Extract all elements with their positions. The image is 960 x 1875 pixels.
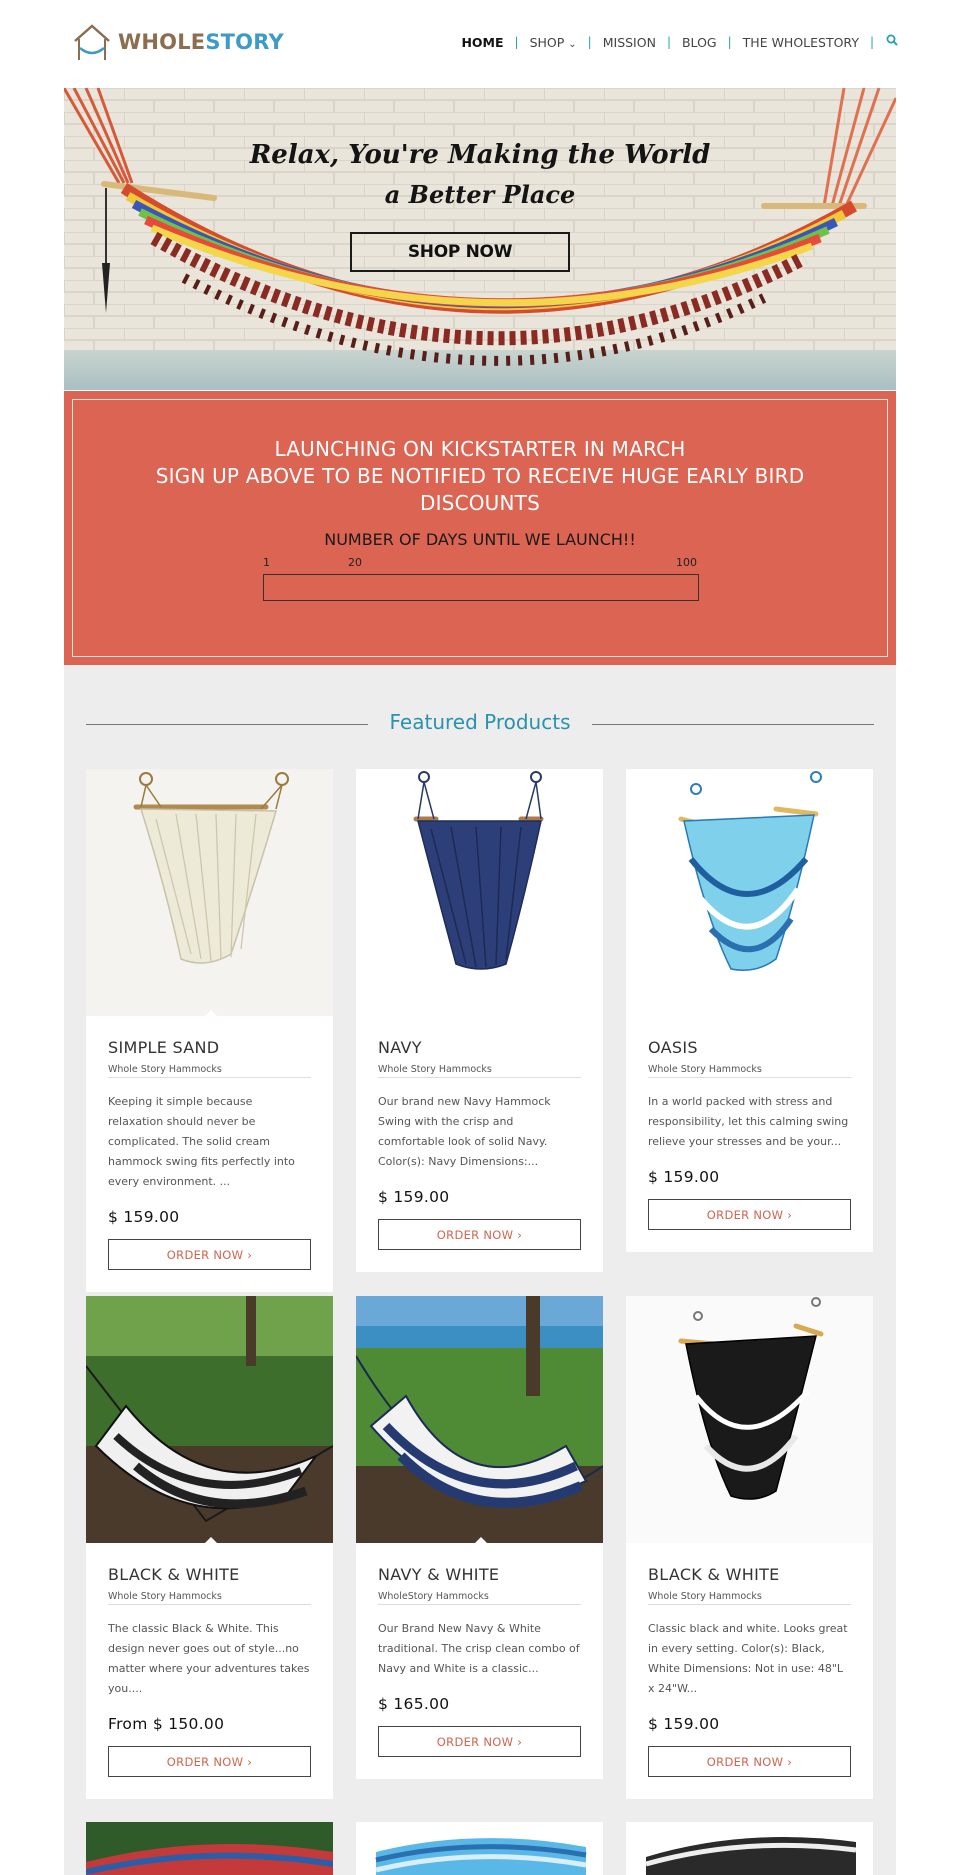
product-card[interactable] [626,1296,873,1799]
nav-mission[interactable]: MISSION [602,34,656,50]
product-image[interactable] [86,769,333,1016]
hero-tagline-line1: Relax, You're Making the World [249,140,711,170]
product-image[interactable] [626,769,873,1016]
product-image[interactable] [626,1296,873,1543]
featured-products-section [64,665,896,1875]
card-notch [474,1537,488,1543]
product-card[interactable] [356,769,603,1272]
chevron-down-icon: ⌄ [568,38,577,50]
hero-banner [64,88,896,390]
product-description: In a world packed with stress and responsibility, let this calming swing relieve your stresses and be your... [648,1095,849,1148]
countdown-label: NUMBER OF DAYS UNTIL WE LAUNCH!! [324,530,636,549]
order-now-button[interactable]: ORDER NOW › [378,1726,581,1757]
product-card[interactable] [86,1296,333,1799]
order-now-button[interactable]: ORDER NOW › [648,1746,851,1777]
nav-separator: | [587,35,592,49]
brand-logo[interactable] [72,22,284,62]
product-image[interactable] [626,1822,873,1875]
banner-line1: LAUNCHING ON KICKSTARTER IN MARCH [274,437,686,461]
nav-separator: | [514,35,519,49]
product-vendor: Whole Story Hammocks [378,1064,581,1078]
house-icon [72,22,112,62]
card-notch [204,1537,218,1543]
product-card[interactable] [356,1296,603,1779]
countdown-progress-bar [263,574,699,601]
product-vendor: Whole Story Hammocks [648,1591,851,1605]
product-card[interactable] [626,1822,873,1875]
product-description: Our brand new Navy Hammock Swing with the crisp and comfortable look of solid Navy. Color(s): Navy Dimensions:... [378,1095,551,1168]
nav-separator: | [869,35,874,49]
nav-blog[interactable]: BLOG [681,34,717,50]
hero-tagline-line2: a Better Place [384,180,576,209]
product-price: $ 159.00 [648,1168,720,1186]
nav-the-wholestory[interactable]: THE WHOLESTORY [742,34,859,50]
product-description: The classic Black & White. This design never goes out of style...no matter where your adventures takes you.... [108,1622,310,1695]
product-price: $ 159.00 [648,1715,720,1733]
brand-name: WHOLESTORY [118,30,284,54]
scale-min-label: 1 [263,556,270,569]
order-now-button[interactable]: ORDER NOW › [108,1239,311,1270]
product-card[interactable] [86,1822,333,1875]
product-title[interactable]: OASIS [648,1038,698,1057]
product-image[interactable] [356,769,603,1016]
shop-now-button[interactable]: SHOP NOW [350,232,570,272]
kickstarter-banner [64,391,896,665]
product-price: From $ 150.00 [108,1715,225,1733]
product-image[interactable] [86,1296,333,1543]
search-icon[interactable] [874,34,898,50]
product-description: Our Brand New Navy & White traditional. The crisp clean combo of Navy and White is a classic... [378,1622,580,1675]
order-now-button[interactable]: ORDER NOW › [378,1219,581,1250]
section-title: Featured Products [64,710,896,734]
product-vendor: Whole Story Hammocks [108,1064,311,1078]
product-title[interactable]: BLACK & WHITE [108,1565,240,1584]
main-nav [450,34,898,50]
product-title[interactable]: NAVY [378,1038,422,1057]
nav-separator: | [727,35,732,49]
product-vendor: WholeStory Hammocks [378,1591,581,1605]
nav-home[interactable]: HOME [461,34,504,50]
product-card[interactable] [86,769,333,1292]
scale-mid-label: 20 [348,556,362,569]
product-price: $ 159.00 [108,1208,180,1226]
nav-separator: | [666,35,671,49]
product-title[interactable]: NAVY & WHITE [378,1565,500,1584]
nav-shop[interactable]: SHOP ⌄ [529,34,577,50]
banner-line2: SIGN UP ABOVE TO BE NOTIFIED TO RECEIVE HUGE EARLY BIRD [155,464,805,488]
product-description: Keeping it simple because relaxation should never be complicated. The solid cream hammock swing fits perfectly into every environment. ... [108,1095,295,1188]
product-image[interactable] [356,1296,603,1543]
product-image[interactable] [356,1822,603,1875]
product-title[interactable]: SIMPLE SAND [108,1038,220,1057]
product-card[interactable] [626,769,873,1252]
product-title[interactable]: BLACK & WHITE [648,1565,780,1584]
site-header [0,0,960,88]
product-image[interactable] [86,1822,333,1875]
product-description: Classic black and white. Looks great in every setting. Color(s): Black, White Dimensions: Not in use: 48"L x 24"W... [648,1622,848,1695]
product-vendor: Whole Story Hammocks [108,1591,311,1605]
card-notch [204,1010,218,1016]
product-price: $ 159.00 [378,1188,450,1206]
product-price: $ 165.00 [378,1695,450,1713]
product-vendor: Whole Story Hammocks [648,1064,851,1078]
order-now-button[interactable]: ORDER NOW › [108,1746,311,1777]
order-now-button[interactable]: ORDER NOW › [648,1199,851,1230]
product-card[interactable] [356,1822,603,1875]
scale-max-label: 100 [676,556,697,569]
banner-line3: DISCOUNTS [419,491,540,515]
